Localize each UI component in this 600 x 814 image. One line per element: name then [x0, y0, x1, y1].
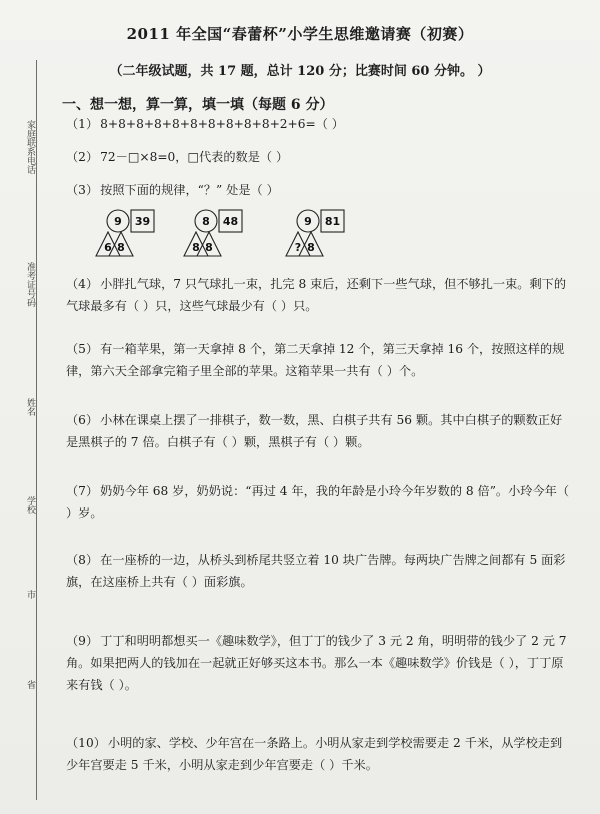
right-triangle-number: 8	[205, 241, 213, 254]
margin-label-phone: 家庭联系电话	[25, 120, 35, 174]
question-text: 小明的家、学校、少年宫在一条路上。小明从家走到学校需要走 2 千米，从学校走到少年宫要走 5 千米，小明从家走到少年宫要走（ ）千米。	[66, 736, 563, 772]
question-number: （2）	[66, 150, 99, 164]
question-1	[66, 113, 571, 135]
question-number: （7）	[66, 484, 99, 498]
question-number: （3）	[66, 183, 99, 197]
question-number: （9）	[66, 634, 99, 648]
circle-number: 8	[202, 215, 210, 228]
question-text: 奶奶今年 68 岁，奶奶说：“再过 4 年，我的年龄是小玲今年岁数的 8 倍”。小玲今年（ ）岁。	[66, 484, 570, 520]
question-10	[66, 732, 571, 776]
pattern-figure-1	[80, 196, 180, 262]
box-number: 39	[134, 215, 151, 228]
margin-label-province: 省	[25, 680, 35, 689]
box-number: 81	[324, 215, 341, 228]
question-7	[66, 480, 571, 524]
question-text: 小林在课桌上摆了一排棋子，数一数，黑、白棋子共有 56 颗。其中白棋子的颗数正好是黑棋子的 7 倍。白棋子有（ ）颗，黑棋子有（ ）颗。	[66, 413, 563, 449]
right-triangle-number: 8	[117, 241, 125, 254]
left-triangle-number: 8	[192, 241, 200, 254]
question-number: （1）	[66, 117, 99, 131]
question-number: （6）	[66, 413, 99, 427]
question-text: 丁丁和明明都想买一《趣味数学》，但丁丁的钱少了 3 元 2 角，明明带的钱少了 2 元 7 角。如果把两人的钱加在一起就正好够买这本书。那么一本《趣味数学》价钱是（ ），丁丁原来有钱（ ）。	[66, 634, 567, 692]
question-text: 有一箱苹果，第一天拿掉 8 个，第二天拿掉 12 个，第三天拿掉 16 个，按照这样的规律，第六天全部拿完箱子里全部的苹果。这箱苹果一共有（ ）个。	[66, 342, 565, 378]
exam-title: 2011 年全国“春蕾杯”小学生思维邀请赛（初赛）	[126, 25, 474, 43]
left-triangle-number: ?	[294, 241, 302, 254]
circle-number: 9	[114, 215, 122, 228]
question-number: （4）	[66, 277, 99, 291]
circle-number: 9	[304, 215, 312, 228]
question-text: 小胖扎气球，7 只气球扎一束，扎完 8 束后，还剩下一些气球，但不够扎一束。剩下的气球最多有（ ）只，这些气球最少有（ ）只。	[66, 277, 567, 313]
question-number: （8）	[66, 553, 99, 567]
exam-subtitle: （二年级试题，共 17 题，总计 120 分；比赛时间 60 分钟。 ）	[109, 64, 491, 79]
pattern-figure-svg	[270, 196, 370, 262]
margin-label-ticket: 准考证号码	[25, 262, 35, 307]
left-triangle-number: 6	[104, 241, 112, 254]
question-text: 8+8+8+8+8+8+8+8+8+8+2+6=（ ）	[100, 117, 344, 131]
question-number: （5）	[66, 342, 99, 356]
margin-label-school: 学校	[25, 496, 35, 514]
margin-label-city: 市	[25, 590, 35, 599]
question-9	[66, 630, 571, 696]
pattern-figure-svg	[168, 196, 268, 262]
question-2	[66, 146, 571, 168]
pattern-figure-3	[270, 196, 370, 262]
question-4	[66, 273, 571, 317]
question-5	[66, 338, 571, 382]
margin-label-name: 姓名	[25, 398, 35, 416]
question-text: 按照下面的规律，“？” 处是（ ）	[100, 183, 279, 197]
pattern-figure-2	[168, 196, 268, 262]
pattern-figure-svg	[80, 196, 180, 262]
right-triangle-number: 8	[307, 241, 315, 254]
question-text: 72－□×8=0，□代表的数是（ ）	[100, 150, 289, 164]
binding-margin-line	[36, 60, 37, 800]
question-6	[66, 409, 571, 453]
question-number: （10）	[66, 736, 106, 750]
section-heading: 一、想一想，算一算，填一填（每题 6 分）	[62, 97, 334, 113]
question-text: 在一座桥的一边，从桥头到桥尾共竖立着 10 块广告牌。每两块广告牌之间都有 5 面彩旗，在这座桥上共有（ ）面彩旗。	[66, 553, 566, 589]
box-number: 48	[222, 215, 239, 228]
question-8	[66, 549, 571, 593]
